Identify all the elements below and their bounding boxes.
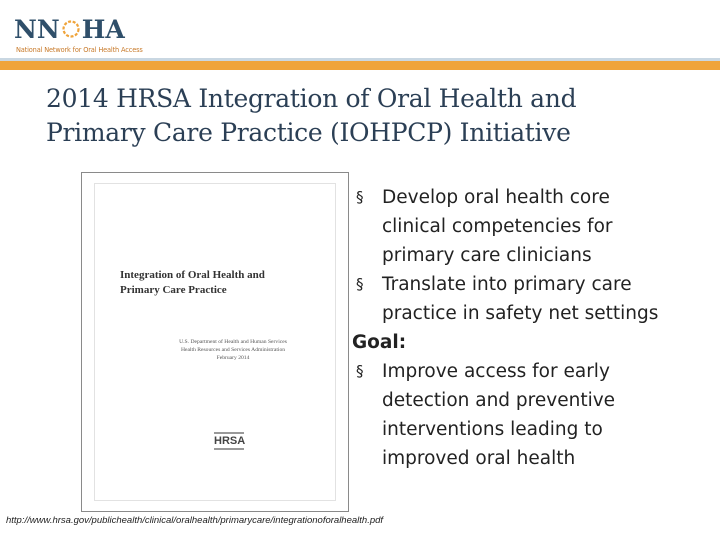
report-cover-image <box>81 172 349 512</box>
bullet-2-line-2: practice in safety net settings <box>382 303 659 324</box>
bullet-1-line-2: clinical competencies for <box>382 216 613 237</box>
hrsa-logo-text: HRSA <box>214 435 246 447</box>
source-url: http://www.hrsa.gov/publichealth/clinical/oralhealth/primarycare/integrationoforalhealth.pdf <box>6 515 384 526</box>
goal-bullet-line-4: improved oral health <box>382 448 576 469</box>
bullet-section-icon: § <box>356 362 364 380</box>
report-cover-heading <box>120 268 265 298</box>
report-heading-line-2: Primary Care Practice <box>120 284 227 296</box>
slide-title <box>46 82 686 150</box>
report-cover-publisher <box>138 338 328 362</box>
goal-bullet-line-1: Improve access for early <box>382 361 610 382</box>
goal-bullet-line-2: detection and preventive <box>382 390 616 411</box>
header-rule-orange <box>0 61 720 70</box>
logo-wordmark <box>14 16 125 44</box>
hrsa-logo-rule-bottom <box>214 448 244 450</box>
hrsa-logo-rule <box>214 432 244 434</box>
bullet-item <box>352 357 712 473</box>
logo-letters-right: HA <box>81 15 125 44</box>
bullet-1-line-3: primary care clinicians <box>382 245 592 266</box>
bullet-section-icon: § <box>356 275 364 293</box>
report-dept-line-1: U.S. Department of Health and Human Services <box>179 339 287 345</box>
report-dept-line-3: February 2014 <box>216 355 250 361</box>
hrsa-logo <box>214 431 244 451</box>
report-heading-line-1: Integration of Oral Health and <box>120 269 265 281</box>
smile-ring-icon <box>61 19 81 39</box>
goal-label: Goal: <box>352 332 407 353</box>
slide-title-line-2: Primary Care Practice (IOHPCP) Initiative <box>46 118 571 147</box>
bullet-section-icon: § <box>356 188 364 206</box>
bullet-item <box>352 270 712 328</box>
bullet-list <box>352 183 712 473</box>
logo-letters-left: NN <box>14 15 60 44</box>
slide-title-line-1: 2014 HRSA Integration of Oral Health and <box>46 84 577 113</box>
goal-bullet-line-3: interventions leading to <box>382 419 603 440</box>
bullet-1-line-1: Develop oral health core <box>382 187 610 208</box>
report-dept-line-2: Health Resources and Services Administration <box>180 347 286 353</box>
nnoha-logo <box>14 15 143 56</box>
logo-subtitle: National Network for Oral Health Access <box>16 46 143 54</box>
bullet-item <box>352 183 712 270</box>
bullet-2-line-1: Translate into primary care <box>382 274 632 295</box>
